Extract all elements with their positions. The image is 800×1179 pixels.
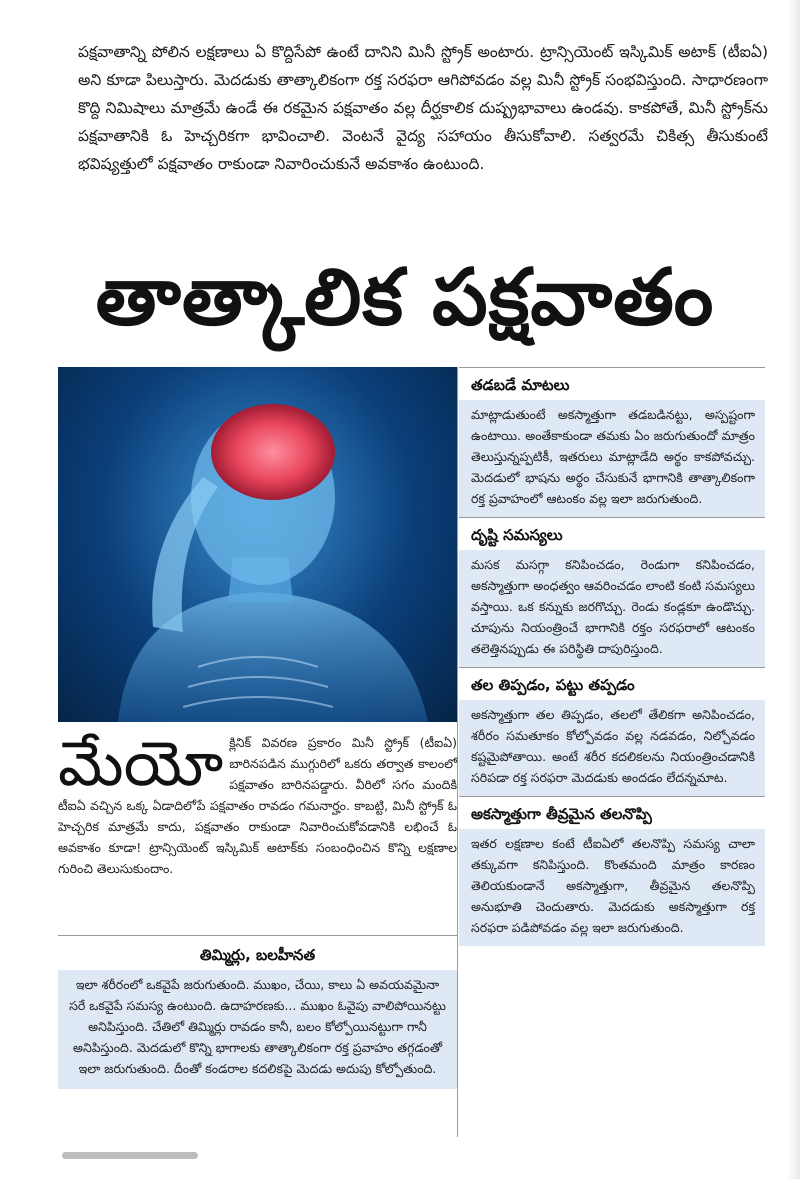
section-vision-problems: [459, 517, 765, 667]
section-body: మాట్లాడుతుంటే అకస్మాత్తుగా తడబడినట్టు, అస్పష్టంగా ఉంటాయి. అంతేకాకుండా తమకు ఏం జరుగుతుందో మాత్రం తెలుస్తున్నప్పటికీ, ఇతరులు మాట్లాడేది అర్థం కాకపోవచ్చు. మెదడులో భాషను అర్థం చేసుకునే భాగానికి తాత్కాలికంగా రక్త ప్రవాహంలో ఆటంకం వల్ల ఇలా జరుగుతుంది.: [459, 400, 765, 517]
page-edge: [788, 0, 800, 1179]
intro-paragraph: పక్షవాతాన్ని పోలిన లక్షణాలు ఏ కొద్దిసేపో ఉంటే దానిని మినీ స్ట్రోక్ అంటారు. ట్రాన్సియెంట్ ఇస్కిమిక్ అటాక్ (టీఐఏ) అని కూడా పిలుస్తారు. మెదడుకు తాత్కాలికంగా రక్త సరఫరా ఆగిపోవడం వల్ల మినీ స్ట్రోక్ సంభవిస్తుంది. సాధారణంగా కొద్ది నిమిషాలు మాత్రమే ఉండే ఈ రకమైన పక్షవాతం వల్ల దీర్ఘకాలిక దుష్ప్రభావాలు ఉండవు. కాకపోతే, మినీ స్ట్రోక్‌ను పక్షవాతానికి ఓ హెచ్చరికగా భావించాలి. వెంటనే వైద్య సహాయం తీసుకోవాలి. సత్వరమే చికిత్స తీసుకుంటే భవిష్యత్తులో పక్షవాతం రాకుండా నివారించుకునే అవకాశం ఉంటుంది.: [78, 43, 768, 173]
section-body: మసక మసగ్గా కనిపించడం, రెండుగా కనిపించడం, అకస్మాత్తుగా అంధత్వం ఆవరించడం లాంటి కంటి సమస్యలు వస్తాయి. ఒక కన్నుకు జరగొచ్చు. రెండు కండ్లకూ ఉండొచ్చు. చూపును నియంత్రించే భాగానికి రక్తం సరఫరాలో ఆటంకం తలెత్తినప్పుడు ఈ పరిస్థితి దాపురిస్తుంది.: [459, 550, 765, 667]
section-dizziness: [459, 667, 765, 796]
section-body: అకస్మాత్తుగా తల తిప్పడం, తలలో తేలికగా అనిపించడం, శరీరం సమతూకం కోల్పోవడం వల్ల నడవడం, నిల్చోవడం కష్టమైపోతాయి. అంటే శరీర కదలికలను నియంత్రించడానికి సరిపడా రక్త సరఫరా మెదడుకు అందడం లేదన్నమాట.: [459, 700, 765, 796]
section-slurred-speech: [459, 367, 765, 517]
headline: తాత్కాలిక పక్షవాతం: [95, 253, 715, 343]
main-article-text: [58, 727, 457, 879]
symptom-sidebar: [459, 367, 765, 946]
brain-figure-svg: [58, 367, 457, 722]
section-title: తల తిప్పడం, పట్టు తప్పడం: [471, 676, 635, 694]
section-title: తడబడే మాటలు: [471, 376, 570, 394]
brain-illustration: [58, 367, 457, 722]
section-numbness: [58, 935, 457, 1089]
column-divider: [457, 367, 458, 1137]
main-body: క్లినిక్ వివరణ ప్రకారం మినీ స్ట్రోక్ (టీఐఏ) బారినపడిన ముగ్గురిలో ఒకరు తర్వాత కాలంలో పక్షవాతం బారినపడ్డారు. వీరిలో సగం మందికి టీఐఏ వచ్చిన ఒక్క ఏడాదిలోపే పక్షవాతం రావడం గమనార్హం. కాబట్టి, మినీ స్ట్రోక్ ఓ హెచ్చరిక మాత్రమే కాదు, పక్షవాతం రాకుండా నివారించుకోవడానికి లభించే ఓ అవకాశం కూడా! ట్రాన్సియెంట్ ఇస్కిమిక్ అటాక్‌కు సంబంధించిన కొన్ని లక్షణాల గురించి తెలుసుకుందాం.: [58, 735, 457, 876]
section-body: ఇతర లక్షణాల కంటే టీఐఏలో తలనొప్పి సమస్య చాలా తక్కువగా కనిపిస్తుంది. కొంతమంది మాత్రం కారణం తెలియకుండానే అకస్మాత్తుగా, తీవ్రమైన తలనొప్పి అనుభూతి చెందుతారు. మెదడుకు అకస్మాత్తుగా రక్త సరఫరా పడిపోవడం వల్ల ఇలా జరుగుతుంది.: [459, 829, 765, 946]
section-title: తిమ్మిర్లు, బలహీనత: [199, 946, 316, 964]
drop-cap: మేయో: [58, 727, 224, 800]
section-title: దృష్టి సమస్యలు: [471, 526, 563, 544]
brain-icon: [211, 404, 335, 500]
horizontal-scrollbar[interactable]: [62, 1152, 198, 1159]
section-title: అకస్మాత్తుగా తీవ్రమైన తలనొప్పి: [471, 805, 652, 823]
section-headache: [459, 796, 765, 946]
section-body: ఇలా శరీరంలో ఒకవైపే జరుగుతుంది. ముఖం, చేయి, కాలు ఏ అవయవమైనా సరే ఒకవైపే సమస్య ఉంటుంది. ఉదాహరణకు... ముఖం ఓవైపు వాలిపోయినట్టు అనిపిస్తుంది. చేతిలో తిమ్మిర్లు రావడం కానీ, బలం కోల్పోయినట్టుగా గానీ అనిపిస్తుంది. మెదడులో కొన్ని భాగాలకు తాత్కాలికంగా రక్త ప్రవాహం తగ్గడంతో ఇలా జరుగుతుంది. దీంతో కండరాల కదలికపై మెదడు అదుపు కోల్పోతుంది.: [58, 970, 457, 1089]
